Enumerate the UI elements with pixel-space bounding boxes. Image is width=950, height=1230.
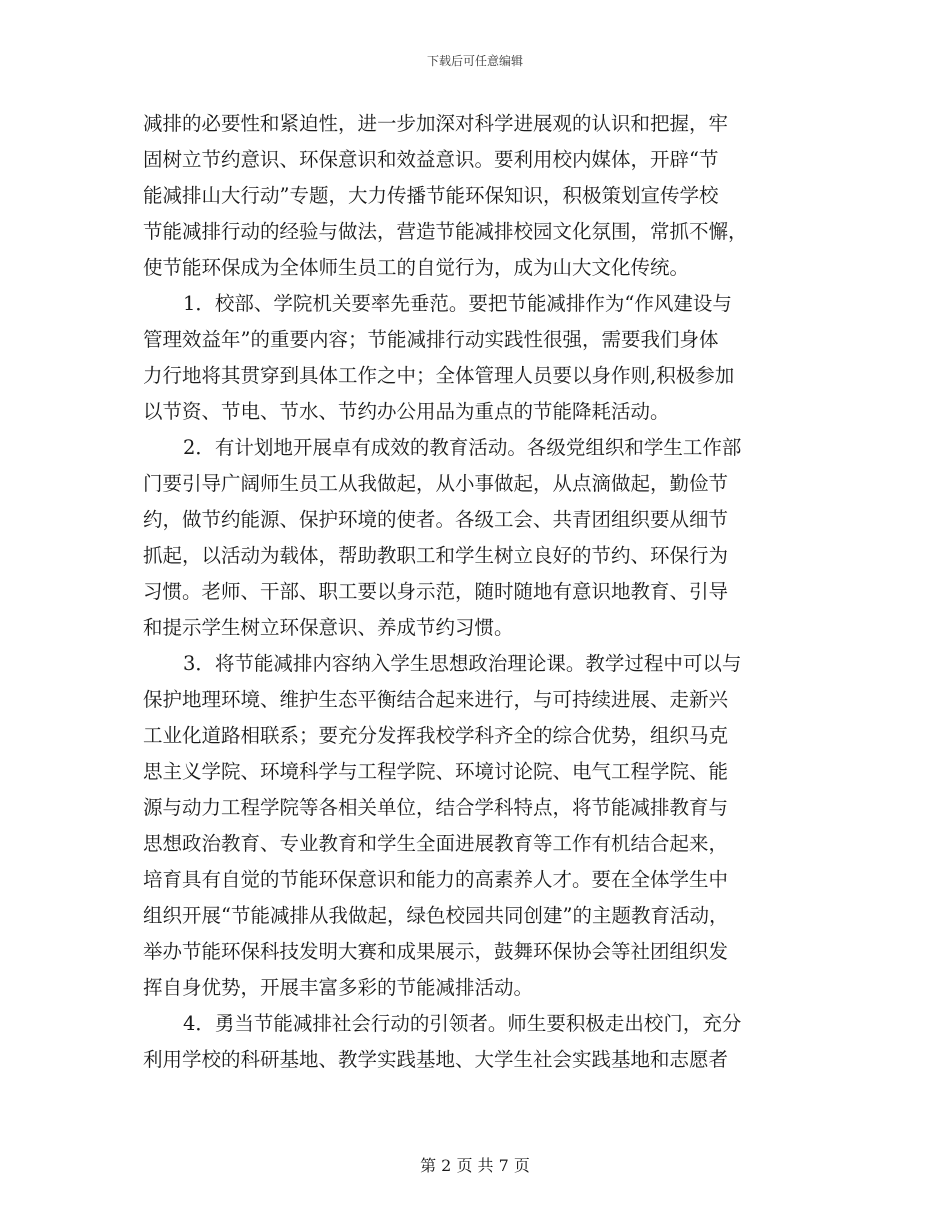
paragraph-line: 培育具有自觉的节能环保意识和能力的高素养人才。要在全体学生中 [143, 868, 729, 891]
paragraph-line: 力行地将其贯穿到具体工作之中；全体管理人员要以身作则,积极参加 [143, 364, 735, 387]
paragraph-line: 习惯。老师、干部、职工要以身示范，随时随地有意识地教育、引导 [143, 580, 729, 603]
page-number: 第 2 页 共 7 页 [420, 1156, 530, 1175]
paragraph-line: 和提示学生树立环保意识、养成节约习惯。 [143, 616, 514, 639]
paragraph-line: 源与动力工程学院等各相关单位，结合学科特点，将节能减排教育与 [143, 796, 729, 819]
paragraph-line: 举办节能环保科技发明大赛和成果展示，鼓舞环保协会等社团组织发 [143, 940, 729, 963]
paragraph-line: 约，做节约能源、保护环境的使者。各级工会、共青团组织要从细节 [143, 508, 729, 531]
paragraph-line: 3．将节能减排内容纳入学生思想政治理论课。教学过程中可以与 [183, 652, 742, 675]
paragraph-line: 保护地理环境、维护生态平衡结合起来进行，与可持续进展、走新兴 [143, 688, 729, 711]
paragraph-line: 思主义学院、环境科学与工程学院、环境讨论院、电气工程学院、能 [143, 760, 729, 783]
paragraph-line: 门要引导广阔师生员工从我做起，从小事做起，从点滴做起，勤俭节 [143, 472, 729, 495]
paragraph-line: 4．勇当节能减排社会行动的引领者。师生要积极走出校门，充分 [183, 1012, 742, 1035]
paragraph-line: 能减排山大行动”专题，大力传播节能环保知识，积极策划宣传学校 [143, 184, 719, 207]
paragraph-line: 抓起，以活动为载体，帮助教职工和学生树立良好的节约、环保行为 [143, 544, 729, 567]
paragraph-line: 组织开展“节能减排从我做起，绿色校园共同创建”的主题教育活动， [143, 904, 729, 927]
paragraph-line: 1．校部、学院机关要率先垂范。要把节能减排作为“作风建设与 [183, 292, 732, 315]
paragraph-line: 固树立节约意识、环保意识和效益意识。要利用校内媒体，开辟“节 [143, 148, 719, 171]
paragraph-line: 工业化道路相联系；要充分发挥我校学科齐全的综合优势，组织马克 [143, 724, 729, 747]
paragraph-line: 思想政治教育、专业教育和学生全面进展教育等工作有机结合起来， [143, 832, 729, 855]
paragraph-line: 以节资、节电、节水、节约办公用品为重点的节能降耗活动。 [143, 400, 670, 423]
document-body [143, 106, 810, 1078]
paragraph-line: 利用学校的科研基地、教学实践基地、大学生社会实践基地和志愿者 [143, 1048, 729, 1071]
paragraph-line: 节能减排行动的经验与做法，营造节能减排校园文化氛围，常抓不懈， [143, 220, 748, 243]
paragraph-line: 使节能环保成为全体师生员工的自觉行为，成为山大文化传统。 [143, 256, 690, 279]
page-header: 下载后可任意编辑 [426, 54, 523, 68]
paragraph-line: 2．有计划地开展卓有成效的教育活动。各级党组织和学生工作部 [183, 436, 742, 459]
paragraph-line: 减排的必要性和紧迫性，进一步加深对科学进展观的认识和把握，牢 [143, 112, 729, 135]
paragraph-line: 管理效益年”的重要内容；节能减排行动实践性很强，需要我们身体 [143, 328, 719, 351]
paragraph-line: 挥自身优势，开展丰富多彩的节能减排活动。 [143, 976, 534, 999]
